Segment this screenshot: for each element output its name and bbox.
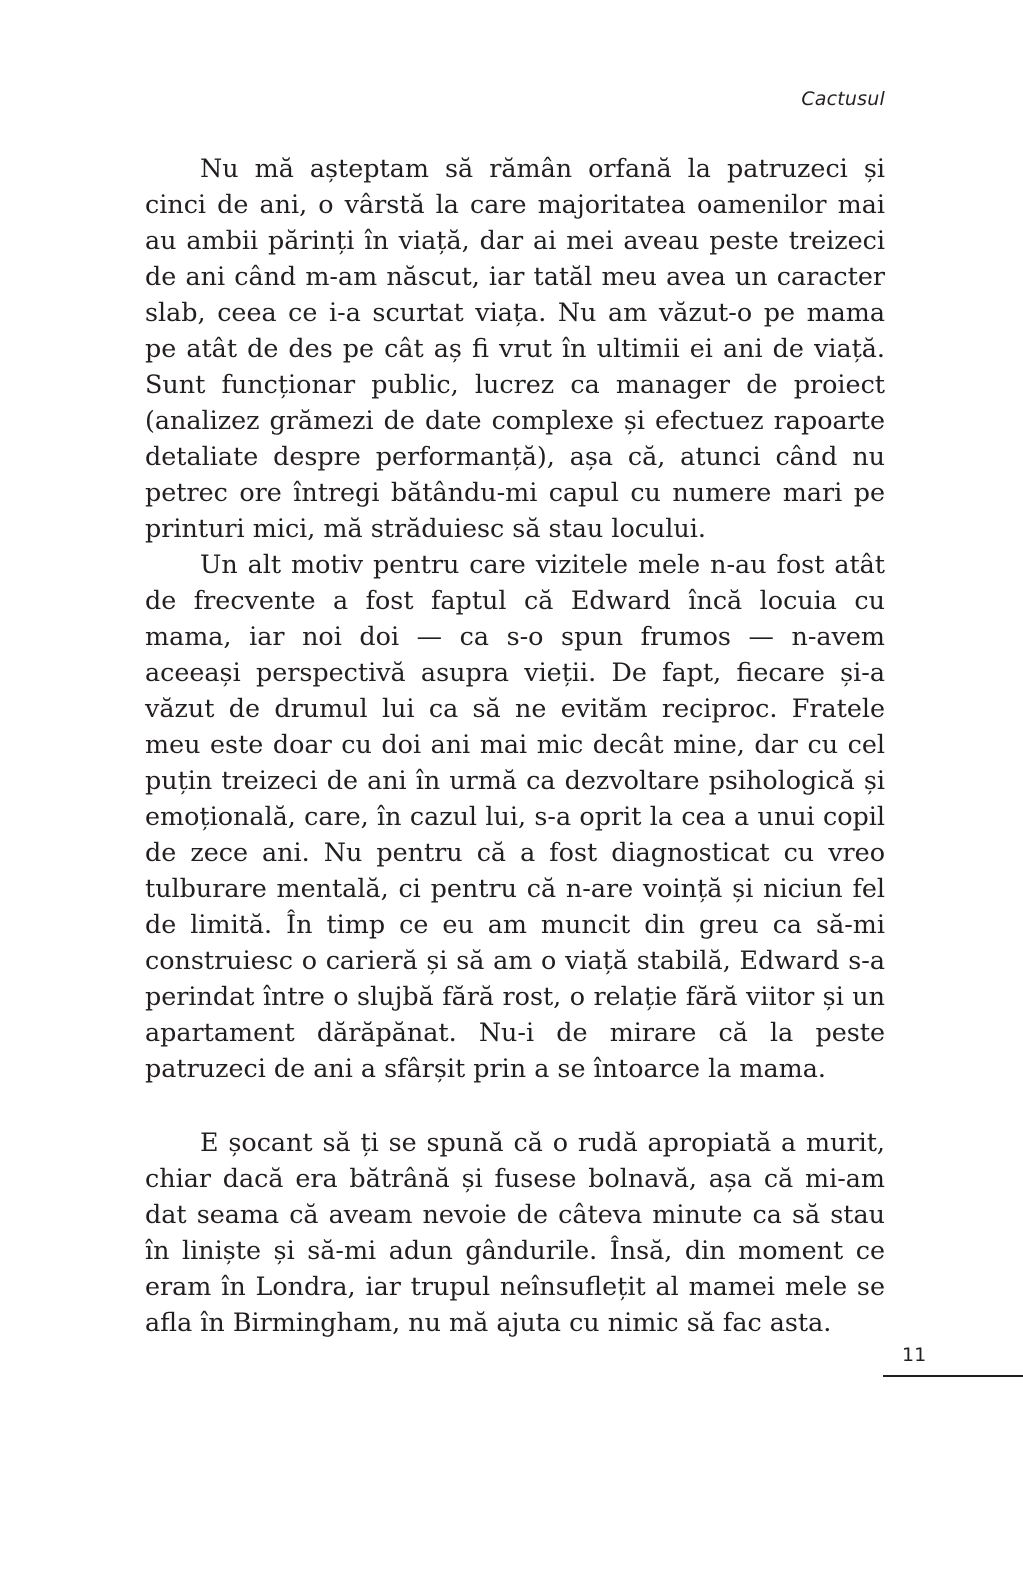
footer-rule	[883, 1375, 1023, 1377]
paragraph: Un alt motiv pentru care vizitele mele n-au fost atât de frecvente a fost faptul că Edward încă locuia cu mama, iar noi doi — ca s-o spun frumos — n-avem aceeași perspectivă asupra vieții. De fapt, fiecare și-a văzut de drumul lui ca să ne evităm reciproc. Fratele meu este doar cu doi ani mai mic decât mine, dar cu cel puțin treizeci de ani în urmă ca dezvoltare psihologică și emoțională, care, în cazul lui, s-a oprit la cea a unui copil de zece ani. Nu pentru că a fost diagnosticat cu vreo tulburare mentală, ci pentru că n-are voință și niciun fel de limită. În timp ce eu am muncit din greu ca să-mi construiesc o carieră și să am o viață stabilă, Edward s-a perindat între o slujbă fără rost, o relație fără viitor și un apartament dărăpănat. Nu-i de mirare că la peste patruzeci de ani a sfârșit prin a se întoarce la mama.	[145, 549, 885, 1083]
paragraph: E șocant să ți se spună că o rudă apropiată a murit, chiar dacă era bătrână și fusese bolnavă, așa că mi-am dat seama că aveam nevoie de câteva minute ca să stau în liniște și să-mi adun gândurile. Însă, din moment ce eram în Londra, iar trupul neînsuflețit al mamei mele se afla în Birmingham, nu mă ajuta cu nimic să fac asta.	[145, 1127, 885, 1337]
page-number: 11	[902, 1344, 927, 1366]
text-block	[145, 1124, 885, 1340]
running-title: Cactusul	[801, 88, 885, 110]
text-block	[145, 150, 885, 1086]
paragraph: Nu mă așteptam să rămân orfană la patruzeci și cinci de ani, o vârstă la care majoritatea oamenilor mai au ambii părinți în viață, dar ai mei aveau peste treizeci de ani când m-am născut, iar tatăl meu avea un caracter slab, ceea ce i-a scurtat viața. Nu am văzut-o pe mama pe atât de des pe cât aș fi vrut în ultimii ei ani de viață. Sunt funcționar public, lucrez ca manager de proiect (analizez grămezi de date complexe și efectuez rapoarte detaliate despre performanță), așa că, atunci când nu petrec ore întregi bătându-mi capul cu numere mari pe printuri mici, mă străduiesc să stau locului.	[145, 153, 885, 543]
